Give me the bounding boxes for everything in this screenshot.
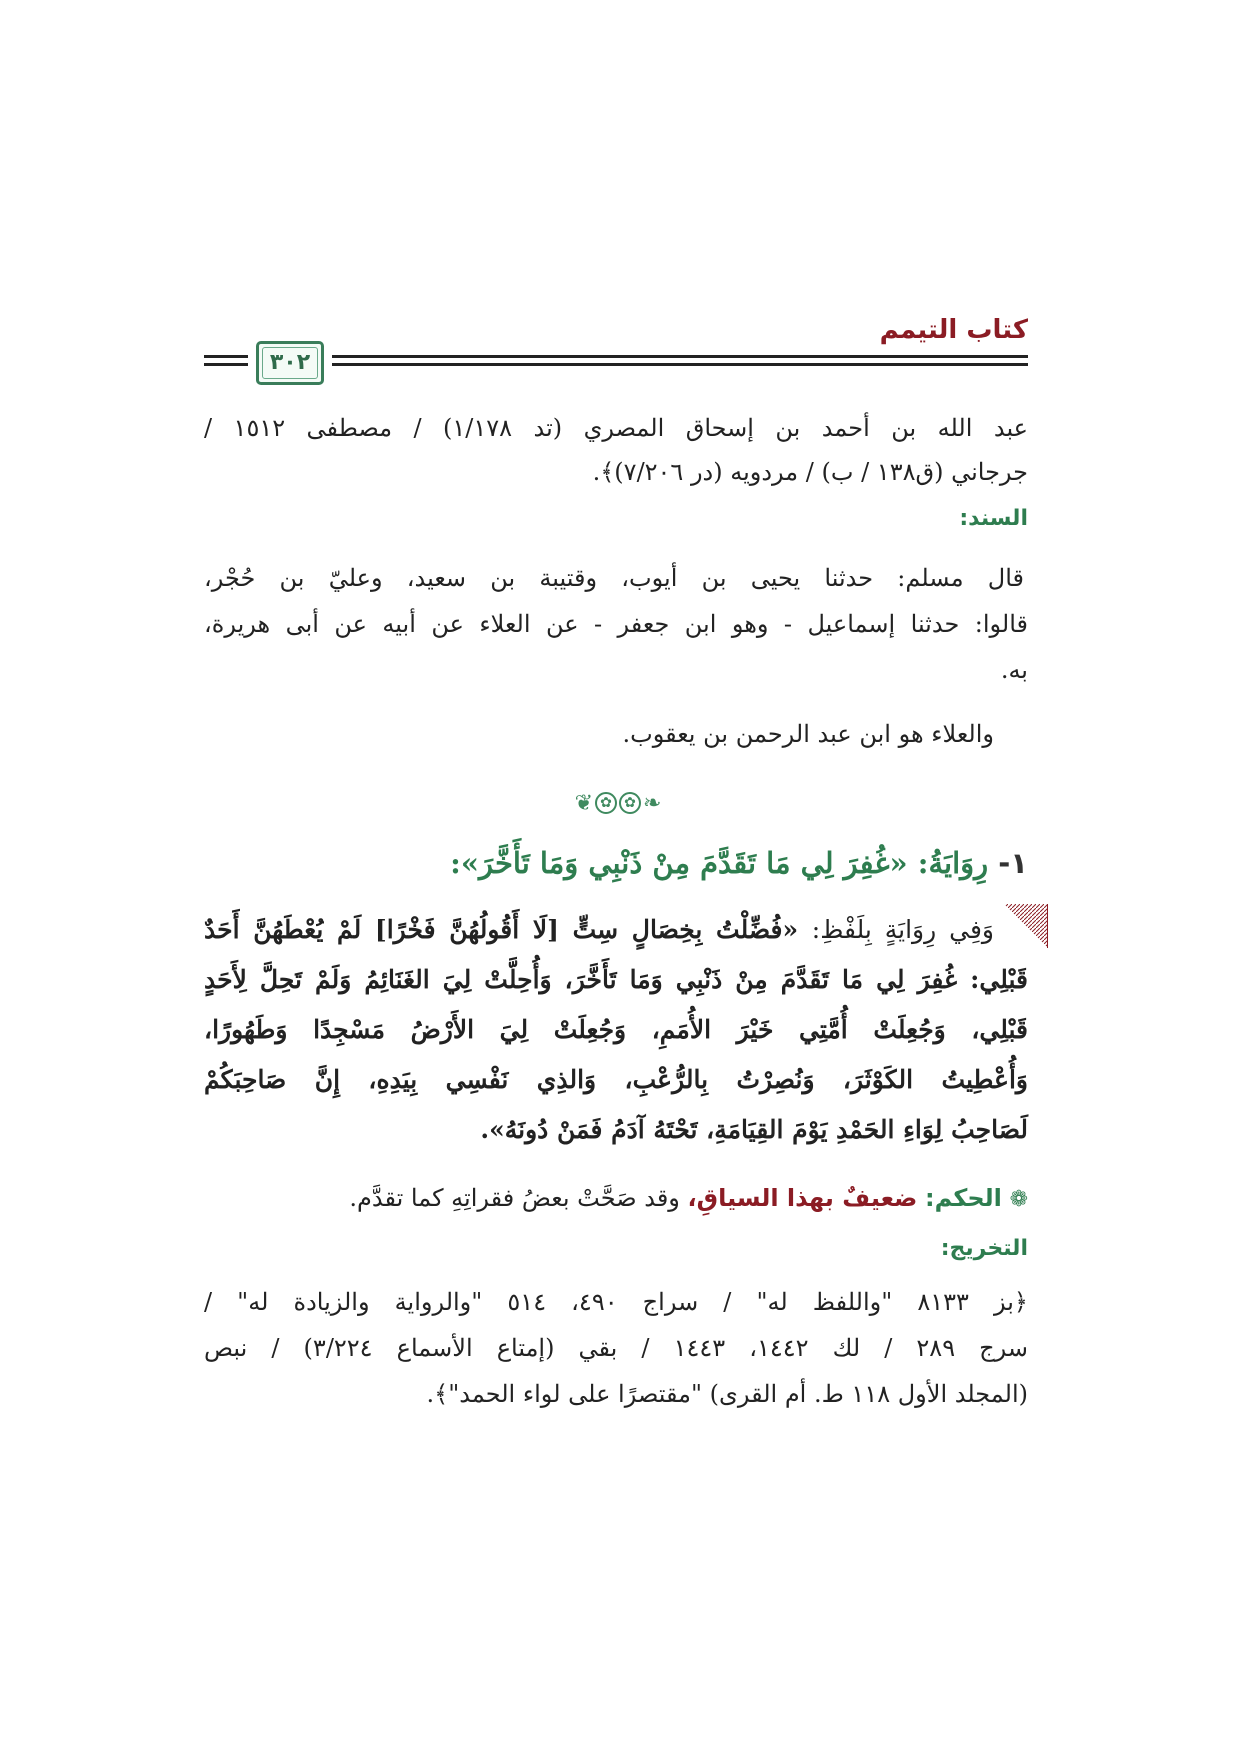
- takhrij-heading: التخريج:: [940, 1236, 1028, 1261]
- sanad-heading: السند:: [959, 506, 1028, 531]
- divider-leaf-left-icon: ❦: [574, 790, 593, 816]
- corner-pattern-icon: [1004, 904, 1048, 948]
- section-title-text: رِوَايَةُ: «غُفِرَ لِي مَا تَقَدَّمَ مِنْ ذَنْبِي وَمَا تَأَخَّرَ»:: [450, 846, 989, 880]
- page-header: [204, 315, 1028, 395]
- sanad-line-2: قالوا: حدثنا إسماعيل - وهو ابن جعفر - عن العلاء عن أبيه عن أبى هريرة،: [204, 610, 1028, 638]
- verdict-weak: ضعيفٌ بهذا السياقِ،: [687, 1184, 918, 1212]
- header-rule-left-top: [204, 355, 248, 358]
- reference-line-1: عبد الله بن أحمد بن إسحاق المصري (تد ١/١٧٨) / مصطفى ١٥١٢ /: [204, 414, 1029, 442]
- verdict: [349, 1176, 1028, 1222]
- verdict-rest: وقد صَحَّتْ بعضُ فقراتِهِ كما تقدَّم.: [349, 1184, 680, 1212]
- reference-line-2: جرجاني (ق١٣٨ / ب) / مردويه (در ٧/٢٠٦)﴾.: [592, 458, 1028, 486]
- hadith-text: «فُضِّلْتُ بِخِصَالٍ سِتٍّ [لَا أَقُولُهُنَّ فَخْرًا] لَمْ يُعْطَهُنَّ أَحَدٌ: [204, 915, 799, 944]
- verdict-label: الحكم:: [925, 1184, 1002, 1212]
- divider-leaf-right-icon: ❧: [643, 790, 662, 816]
- flower-icon: ❁: [1009, 1187, 1028, 1212]
- takhrij-line-3: (المجلد الأول ١١٨ ط. أم القرى) "مقتصرًا على لواء الحمد"﴾.: [426, 1380, 1028, 1408]
- page-number-box: [256, 341, 324, 385]
- divider-circle-icon: ✿: [595, 792, 617, 814]
- hadith-line-3: قَبْلِي، وَجُعِلَتْ أُمَّتِي خَيْرَ الأُمَمِ، وَجُعِلَتْ لِيَ الأَرْضُ مَسْجِدًا وَطَهُورًا،: [204, 1015, 1028, 1044]
- header-rule-top: [332, 355, 1028, 358]
- hadith-intro: وَفِي رِوَايَةٍ بِلَفْظِ:: [811, 915, 994, 944]
- divider-circle-icon: ✿: [619, 792, 641, 814]
- floral-divider-icon: [568, 786, 668, 820]
- hadith-line-1: [204, 906, 994, 954]
- takhrij-line-2: سرج ٢٨٩ / لك ١٤٤٢، ١٤٤٣ / بقي (إمتاع الأسماع ٣/٢٢٤) / نبص: [204, 1334, 1028, 1362]
- page-number: ٣٠٢: [269, 350, 311, 375]
- running-title: كتاب التيمم: [879, 315, 1028, 345]
- hadith-line-2: قَبْلِي: غُفِرَ لِي مَا تَقَدَّمَ مِنْ ذَنْبِي وَمَا تَأَخَّرَ، وَأُحِلَّتْ لِيَ الغَنَائِمُ وَلَمْ تَحِلَّ لِأَحَدٍ: [204, 965, 1028, 994]
- sanad-line-1: قال مسلم: حدثنا يحيى بن أيوب، وقتيبة بن سعيد، وعليّ بن حُجْر،: [204, 564, 1024, 592]
- sanad-line-3: به.: [1000, 656, 1028, 684]
- sanad-note: والعلاء هو ابن عبد الرحمن بن يعقوب.: [622, 720, 994, 748]
- takhrij-line-1: ﴿بز ٨١٣٣ "واللفظ له" / سراج ٤٩٠، ٥١٤ "والرواية والزيادة له" /: [204, 1288, 1028, 1316]
- section-title: [450, 846, 1028, 880]
- header-rule-left-bottom: [204, 363, 248, 366]
- header-rule-bottom: [332, 363, 1028, 366]
- section-number: ١-: [998, 846, 1028, 880]
- hadith-line-5: لَصَاحِبُ لِوَاءِ الحَمْدِ يَوْمَ القِيَامَةِ، تَحْتَهُ آدَمُ فَمَنْ دُونَهُ».: [480, 1115, 1028, 1144]
- hadith-line-4: وَأُعْطِيتُ الكَوْثَرَ، وَنُصِرْتُ بِالرُّعْبِ، وَالذِي نَفْسِي بِيَدِهِ، إِنَّ صَاحِبَكُمْ: [204, 1065, 1028, 1094]
